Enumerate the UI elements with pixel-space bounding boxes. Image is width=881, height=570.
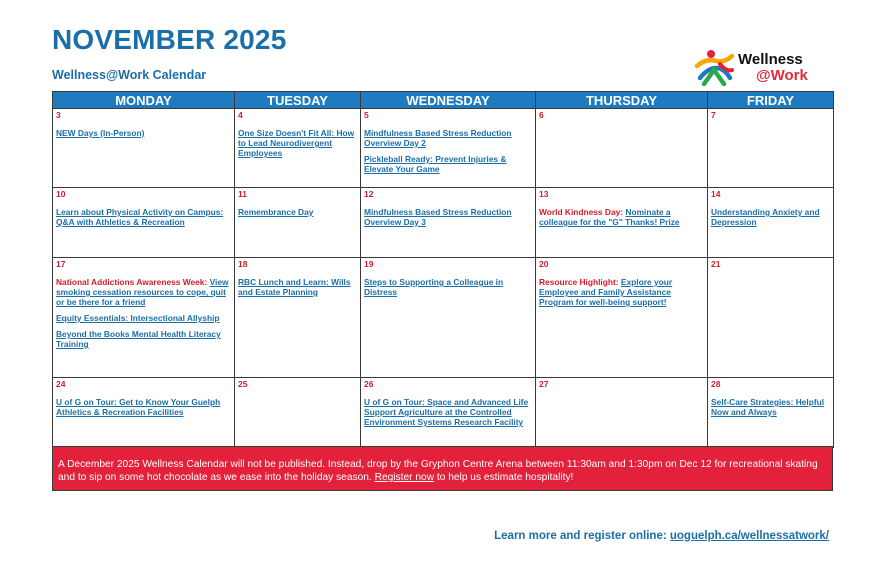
event-prefix: National Addictions Awareness Week: [56,277,210,287]
calendar-event [364,397,532,427]
calendar-week-row [53,188,834,258]
calendar-day-cell [361,109,536,188]
calendar-event [364,277,532,297]
calendar-week-row [53,258,834,378]
event-link[interactable]: NEW Days (In-Person) [56,128,145,138]
day-number: 27 [539,379,549,389]
event-link[interactable]: Remembrance Day [238,207,314,217]
calendar-event [56,397,231,417]
footer-label: Learn more and register online: [494,530,670,542]
calendar-event [56,329,231,349]
calendar-day-cell [235,258,361,378]
event-link[interactable]: U of G on Tour: Space and Advanced Life Support Agriculture at the Controlled Environment Systems Research Facility [364,397,529,427]
event-link[interactable]: Pickleball Ready: Prevent Injuries & Elevate Your Game [364,154,507,174]
calendar-day-cell [235,378,361,448]
notice-text-end: to help us estimate hospitality! [434,472,574,483]
event-link[interactable]: Beyond the Books Mental Health Literacy Training [56,329,221,349]
event-link[interactable]: View smoking cessation resources to cope, quit or be there for a friend [56,277,229,307]
calendar-day-cell [536,378,708,448]
day-number: 14 [711,189,721,199]
calendar-event [711,397,830,417]
weekday-header: THURSDAY [536,92,708,109]
notice-text: A December 2025 Wellness Calendar will not be published. Instead, drop by the Gryphon Centre Arena between 11:30am and 1:30pm on Dec 12 for recreational skating and to sip on some hot chocolate as we ease into the holiday season. [58,459,818,483]
calendar-event [238,277,357,297]
calendar-event [364,128,532,148]
event-link[interactable]: Self-Care Strategies: Helpful Now and Always [711,397,825,417]
day-number: 6 [539,110,544,120]
calendar-subtitle: Wellness@Work Calendar [52,68,207,82]
calendar-event [56,207,231,227]
logo-text-wellness: Wellness [738,51,803,68]
day-number: 20 [539,259,549,269]
calendar-day-cell [53,378,235,448]
event-link[interactable]: Learn about Physical Activity on Campus: Q&A with Athletics & Recreation [56,207,224,227]
calendar-day-cell [361,378,536,448]
calendar-week-row [53,109,834,188]
event-link[interactable]: Nominate a colleague for the "G" Thanks! Prize [539,207,680,227]
weekday-header: TUESDAY [235,92,361,109]
day-number: 13 [539,189,549,199]
calendar-day-cell [708,188,834,258]
event-link[interactable]: Understanding Anxiety and Depression [711,207,820,227]
logo-text-at-work: @Work [756,67,808,84]
day-number: 24 [56,379,66,389]
calendar-day-cell [235,188,361,258]
calendar-day-cell [536,258,708,378]
day-number: 4 [238,110,243,120]
day-number: 21 [711,259,721,269]
calendar-week-row [53,378,834,448]
calendar-day-cell [53,188,235,258]
calendar-event [56,128,231,138]
calendar-event [238,207,357,217]
day-number: 7 [711,110,716,120]
calendar-day-cell [361,258,536,378]
footer-register-line [494,530,829,542]
day-number: 11 [238,189,247,199]
weekday-header: MONDAY [53,92,235,109]
day-number: 3 [56,110,61,120]
calendar-event [539,207,704,227]
page-title: NOVEMBER 2025 [52,24,287,55]
calendar-day-cell [53,258,235,378]
event-prefix: World Kindness Day: [539,207,626,217]
calendar-day-cell [536,188,708,258]
day-number: 26 [364,379,374,389]
register-now-link[interactable]: Register now [374,472,435,483]
wellness-figure-icon [694,48,736,86]
event-link[interactable]: Explore your Employee and Family Assistance Program for well-being support! [539,277,673,307]
calendar-event [56,313,231,323]
calendar-event [364,154,532,174]
event-link[interactable]: Steps to Supporting a Colleague in Distress [364,277,504,297]
calendar-event [238,128,357,158]
day-number: 18 [238,259,248,269]
calendar-day-cell [708,258,834,378]
calendar-day-cell [536,109,708,188]
calendar-day-cell [708,378,834,448]
event-link[interactable]: U of G on Tour: Get to Know Your Guelph Athletics & Recreation Facilities [56,397,221,417]
calendar-day-cell [361,188,536,258]
day-number: 12 [364,189,374,199]
calendar-event [711,207,830,227]
calendar-day-cell [53,109,235,188]
event-prefix: Resource Highlight: [539,277,621,287]
december-notice-banner [52,446,833,491]
weekday-header: WEDNESDAY [361,92,536,109]
day-number: 25 [238,379,248,389]
day-number: 28 [711,379,721,389]
event-link[interactable]: Mindfulness Based Stress Reduction Overview Day 2 [364,128,512,148]
weekday-header: FRIDAY [708,92,834,109]
day-number: 5 [364,110,369,120]
wellness-logo [694,48,824,88]
event-link[interactable]: One Size Doesn't Fit All: How to Lead Neurodivergent Employees [238,128,355,158]
calendar-event [539,277,704,307]
calendar-day-cell [708,109,834,188]
weekday-header-row [53,92,834,109]
event-link[interactable]: RBC Lunch and Learn: Wills and Estate Planning [238,277,351,297]
calendar-event [364,207,532,227]
calendar-table [52,91,834,448]
wellness-website-link[interactable]: uoguelph.ca/wellnessatwork/ [669,530,829,542]
calendar-day-cell [235,109,361,188]
event-link[interactable]: Mindfulness Based Stress Reduction Overview Day 3 [364,207,512,227]
day-number: 19 [364,259,374,269]
day-number: 17 [56,259,66,269]
calendar-event [56,277,231,307]
day-number: 10 [56,189,66,199]
event-link[interactable]: Equity Essentials: Intersectional Allyship [56,313,220,323]
